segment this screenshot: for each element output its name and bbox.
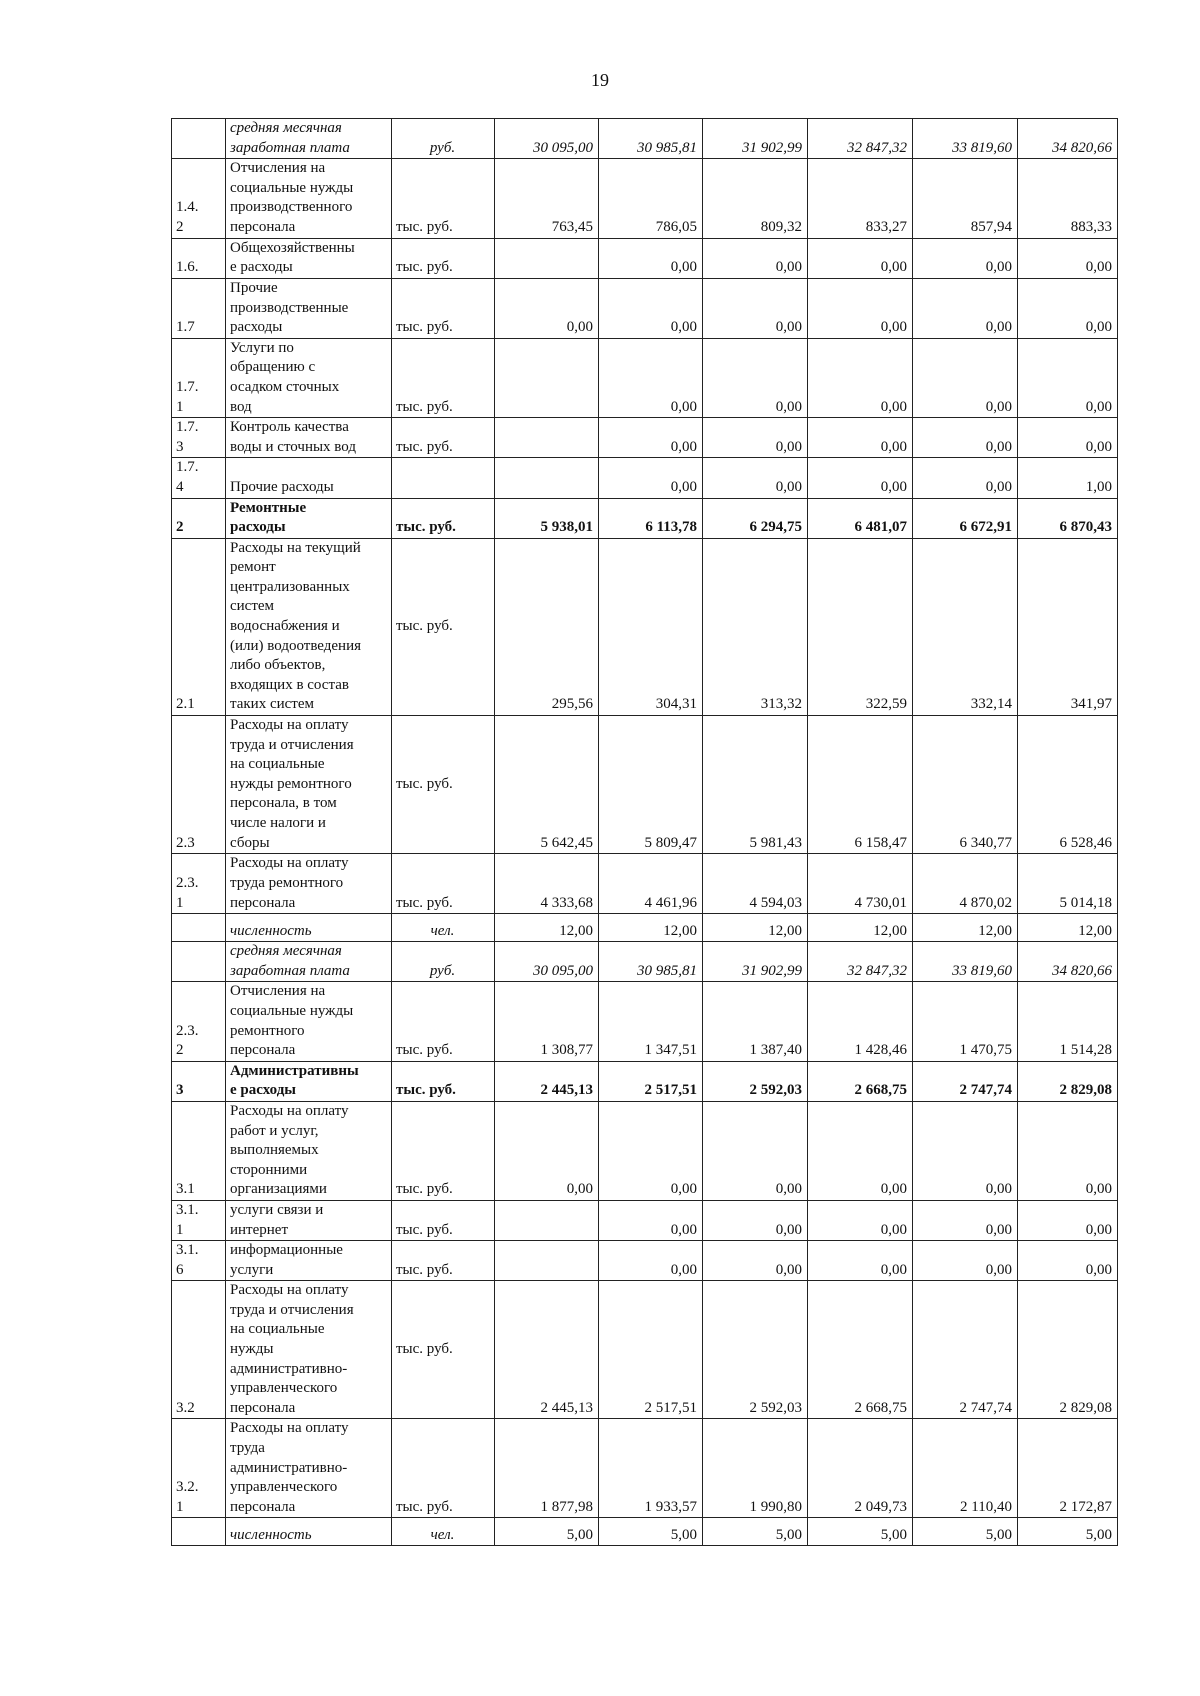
value-cell: 0,00 <box>703 458 808 498</box>
value-cell: 6 481,07 <box>808 498 913 538</box>
table-row <box>172 1241 1118 1281</box>
value-cell: 0,00 <box>913 338 1018 417</box>
expenses-table <box>171 118 1118 1546</box>
value-cell: 0,00 <box>913 418 1018 458</box>
value-cell: 2 829,08 <box>1018 1061 1118 1101</box>
value-cell: 0,00 <box>913 458 1018 498</box>
value-cell: 5 014,18 <box>1018 854 1118 914</box>
row-name: численность <box>226 1518 392 1546</box>
value-cell: 33 819,60 <box>913 119 1018 159</box>
value-cell: 0,00 <box>599 238 703 278</box>
row-unit: тыс. руб. <box>392 854 495 914</box>
value-cell <box>495 1200 599 1240</box>
value-cell: 833,27 <box>808 159 913 238</box>
row-number: 3 <box>172 1061 226 1101</box>
value-cell: 1 933,57 <box>599 1419 703 1518</box>
row-name: Прочие расходы <box>226 458 392 498</box>
value-cell: 5,00 <box>913 1518 1018 1546</box>
table-row <box>172 538 1118 715</box>
value-cell: 1 990,80 <box>703 1419 808 1518</box>
value-cell: 30 985,81 <box>599 119 703 159</box>
row-unit: тыс. руб. <box>392 278 495 338</box>
value-cell: 1 514,28 <box>1018 982 1118 1061</box>
value-cell: 0,00 <box>1018 338 1118 417</box>
value-cell: 1 308,77 <box>495 982 599 1061</box>
value-cell: 31 902,99 <box>703 119 808 159</box>
table-row <box>172 1419 1118 1518</box>
row-number: 2 <box>172 498 226 538</box>
value-cell: 0,00 <box>808 238 913 278</box>
value-cell: 2 445,13 <box>495 1061 599 1101</box>
value-cell: 6 340,77 <box>913 716 1018 854</box>
value-cell: 857,94 <box>913 159 1018 238</box>
table-row <box>172 1061 1118 1101</box>
row-unit: руб. <box>392 942 495 982</box>
value-cell: 4 461,96 <box>599 854 703 914</box>
row-number: 1.7. 3 <box>172 418 226 458</box>
value-cell: 1 428,46 <box>808 982 913 1061</box>
table-row <box>172 418 1118 458</box>
value-cell: 0,00 <box>808 1200 913 1240</box>
value-cell: 0,00 <box>913 278 1018 338</box>
table-row <box>172 238 1118 278</box>
value-cell: 0,00 <box>808 1101 913 1200</box>
row-number: 3.2. 1 <box>172 1419 226 1518</box>
value-cell: 2 517,51 <box>599 1281 703 1419</box>
value-cell: 5 981,43 <box>703 716 808 854</box>
value-cell: 0,00 <box>1018 278 1118 338</box>
table-row <box>172 1518 1118 1546</box>
value-cell: 2 829,08 <box>1018 1281 1118 1419</box>
value-cell: 0,00 <box>808 278 913 338</box>
value-cell: 6 113,78 <box>599 498 703 538</box>
row-name: Расходы на оплату труда и отчисления на социальные нужды административно- управленческого персонала <box>226 1281 392 1419</box>
value-cell: 1,00 <box>1018 458 1118 498</box>
row-name: Расходы на оплату работ и услуг, выполняемых сторонними организациями <box>226 1101 392 1200</box>
row-unit: тыс. руб. <box>392 1061 495 1101</box>
row-unit: руб. <box>392 119 495 159</box>
row-number: 1.6. <box>172 238 226 278</box>
row-number: 2.1 <box>172 538 226 715</box>
row-unit: тыс. руб. <box>392 338 495 417</box>
value-cell: 0,00 <box>703 1101 808 1200</box>
value-cell: 0,00 <box>703 238 808 278</box>
value-cell: 6 294,75 <box>703 498 808 538</box>
value-cell: 32 847,32 <box>808 119 913 159</box>
row-number: 3.2 <box>172 1281 226 1419</box>
table-row <box>172 982 1118 1061</box>
row-name: информационные услуги <box>226 1241 392 1281</box>
row-number <box>172 119 226 159</box>
value-cell: 2 668,75 <box>808 1061 913 1101</box>
value-cell: 0,00 <box>1018 418 1118 458</box>
row-name: Расходы на оплату труда и отчисления на социальные нужды ремонтного персонала, в том числе налоги и сборы <box>226 716 392 854</box>
value-cell: 0,00 <box>703 1200 808 1240</box>
row-name: Расходы на оплату труда ремонтного персонала <box>226 854 392 914</box>
value-cell: 5 642,45 <box>495 716 599 854</box>
value-cell: 883,33 <box>1018 159 1118 238</box>
table-row <box>172 942 1118 982</box>
row-unit: чел. <box>392 914 495 942</box>
row-name: Прочие производственные расходы <box>226 278 392 338</box>
value-cell: 341,97 <box>1018 538 1118 715</box>
value-cell <box>495 1241 599 1281</box>
value-cell: 0,00 <box>913 1241 1018 1281</box>
row-name: Расходы на оплату труда административно- управленческого персонала <box>226 1419 392 1518</box>
value-cell: 12,00 <box>1018 914 1118 942</box>
row-name: средняя месячная заработная плата <box>226 119 392 159</box>
row-unit: тыс. руб. <box>392 1200 495 1240</box>
value-cell: 0,00 <box>703 338 808 417</box>
value-cell: 322,59 <box>808 538 913 715</box>
value-cell: 786,05 <box>599 159 703 238</box>
value-cell: 295,56 <box>495 538 599 715</box>
row-name: Отчисления на социальные нужды ремонтного персонала <box>226 982 392 1061</box>
row-unit: тыс. руб. <box>392 1241 495 1281</box>
value-cell: 0,00 <box>599 338 703 417</box>
value-cell: 0,00 <box>599 458 703 498</box>
table-row <box>172 119 1118 159</box>
value-cell <box>495 338 599 417</box>
row-unit: тыс. руб. <box>392 538 495 715</box>
value-cell: 0,00 <box>808 1241 913 1281</box>
table-row <box>172 498 1118 538</box>
table-body <box>172 119 1118 1546</box>
value-cell: 1 347,51 <box>599 982 703 1061</box>
row-unit: тыс. руб. <box>392 159 495 238</box>
row-unit: тыс. руб. <box>392 1101 495 1200</box>
value-cell: 0,00 <box>808 458 913 498</box>
row-number: 1.7 <box>172 278 226 338</box>
value-cell: 2 747,74 <box>913 1281 1018 1419</box>
table-row <box>172 914 1118 942</box>
value-cell: 32 847,32 <box>808 942 913 982</box>
value-cell: 0,00 <box>495 278 599 338</box>
value-cell: 34 820,66 <box>1018 119 1118 159</box>
value-cell: 12,00 <box>495 914 599 942</box>
value-cell: 0,00 <box>913 238 1018 278</box>
value-cell <box>495 418 599 458</box>
table-row <box>172 159 1118 238</box>
value-cell: 0,00 <box>1018 1241 1118 1281</box>
row-unit: тыс. руб. <box>392 498 495 538</box>
value-cell: 2 592,03 <box>703 1281 808 1419</box>
row-number: 1.4. 2 <box>172 159 226 238</box>
row-name: средняя месячная заработная плата <box>226 942 392 982</box>
value-cell: 6 528,46 <box>1018 716 1118 854</box>
value-cell: 30 095,00 <box>495 942 599 982</box>
value-cell: 2 172,87 <box>1018 1419 1118 1518</box>
value-cell: 0,00 <box>808 418 913 458</box>
value-cell: 2 668,75 <box>808 1281 913 1419</box>
table-row <box>172 338 1118 417</box>
value-cell: 31 902,99 <box>703 942 808 982</box>
value-cell: 12,00 <box>808 914 913 942</box>
value-cell: 12,00 <box>703 914 808 942</box>
row-number: 3.1. 1 <box>172 1200 226 1240</box>
value-cell: 5,00 <box>599 1518 703 1546</box>
row-name: услуги связи и интернет <box>226 1200 392 1240</box>
row-name: Расходы на текущий ремонт централизованных систем водоснабжения и (или) водоотведения либо объектов, входящих в состав таких систем <box>226 538 392 715</box>
value-cell: 2 110,40 <box>913 1419 1018 1518</box>
page-number: 19 <box>591 70 609 90</box>
value-cell: 0,00 <box>703 418 808 458</box>
value-cell: 6 870,43 <box>1018 498 1118 538</box>
row-unit: тыс. руб. <box>392 1281 495 1419</box>
value-cell <box>495 458 599 498</box>
row-name: Общехозяйственны е расходы <box>226 238 392 278</box>
row-number: 1.7. 1 <box>172 338 226 417</box>
value-cell: 4 730,01 <box>808 854 913 914</box>
value-cell: 34 820,66 <box>1018 942 1118 982</box>
row-name: Контроль качества воды и сточных вод <box>226 418 392 458</box>
row-unit: тыс. руб. <box>392 238 495 278</box>
table-row <box>172 458 1118 498</box>
value-cell: 2 445,13 <box>495 1281 599 1419</box>
value-cell: 1 877,98 <box>495 1419 599 1518</box>
value-cell: 763,45 <box>495 159 599 238</box>
value-cell: 0,00 <box>913 1200 1018 1240</box>
value-cell: 5 938,01 <box>495 498 599 538</box>
value-cell: 4 594,03 <box>703 854 808 914</box>
value-cell: 0,00 <box>599 418 703 458</box>
table-row <box>172 1281 1118 1419</box>
value-cell: 12,00 <box>913 914 1018 942</box>
value-cell: 5 809,47 <box>599 716 703 854</box>
value-cell: 0,00 <box>495 1101 599 1200</box>
value-cell: 304,31 <box>599 538 703 715</box>
value-cell: 0,00 <box>1018 1101 1118 1200</box>
value-cell: 2 747,74 <box>913 1061 1018 1101</box>
value-cell: 5,00 <box>1018 1518 1118 1546</box>
row-number: 3.1. 6 <box>172 1241 226 1281</box>
row-number: 3.1 <box>172 1101 226 1200</box>
value-cell: 5,00 <box>808 1518 913 1546</box>
value-cell: 0,00 <box>599 1101 703 1200</box>
row-unit: тыс. руб. <box>392 982 495 1061</box>
value-cell: 4 333,68 <box>495 854 599 914</box>
value-cell: 1 470,75 <box>913 982 1018 1061</box>
value-cell: 2 592,03 <box>703 1061 808 1101</box>
value-cell: 0,00 <box>599 1241 703 1281</box>
row-number <box>172 914 226 942</box>
value-cell: 313,32 <box>703 538 808 715</box>
value-cell: 1 387,40 <box>703 982 808 1061</box>
value-cell: 33 819,60 <box>913 942 1018 982</box>
table-row <box>172 716 1118 854</box>
value-cell: 809,32 <box>703 159 808 238</box>
table-row <box>172 1101 1118 1200</box>
value-cell: 2 517,51 <box>599 1061 703 1101</box>
row-name: Ремонтные расходы <box>226 498 392 538</box>
row-name: Административны е расходы <box>226 1061 392 1101</box>
row-number <box>172 942 226 982</box>
value-cell: 332,14 <box>913 538 1018 715</box>
value-cell: 6 158,47 <box>808 716 913 854</box>
value-cell: 5,00 <box>703 1518 808 1546</box>
row-unit: чел. <box>392 1518 495 1546</box>
value-cell: 30 985,81 <box>599 942 703 982</box>
value-cell: 0,00 <box>1018 238 1118 278</box>
row-number: 2.3. 1 <box>172 854 226 914</box>
row-number <box>172 1518 226 1546</box>
row-name: численность <box>226 914 392 942</box>
value-cell: 2 049,73 <box>808 1419 913 1518</box>
value-cell: 0,00 <box>599 278 703 338</box>
value-cell: 0,00 <box>703 278 808 338</box>
value-cell: 0,00 <box>808 338 913 417</box>
row-unit <box>392 458 495 498</box>
row-number: 1.7. 4 <box>172 458 226 498</box>
value-cell: 6 672,91 <box>913 498 1018 538</box>
row-number: 2.3. 2 <box>172 982 226 1061</box>
row-number: 2.3 <box>172 716 226 854</box>
value-cell: 30 095,00 <box>495 119 599 159</box>
value-cell: 0,00 <box>599 1200 703 1240</box>
value-cell: 0,00 <box>1018 1200 1118 1240</box>
table-row <box>172 278 1118 338</box>
value-cell: 4 870,02 <box>913 854 1018 914</box>
table-row <box>172 1200 1118 1240</box>
table-row <box>172 854 1118 914</box>
value-cell: 0,00 <box>703 1241 808 1281</box>
row-name: Отчисления на социальные нужды производственного персонала <box>226 159 392 238</box>
value-cell: 0,00 <box>913 1101 1018 1200</box>
value-cell: 12,00 <box>599 914 703 942</box>
row-unit: тыс. руб. <box>392 716 495 854</box>
row-name: Услуги по обращению с осадком сточных вод <box>226 338 392 417</box>
row-unit: тыс. руб. <box>392 418 495 458</box>
row-unit: тыс. руб. <box>392 1419 495 1518</box>
value-cell: 5,00 <box>495 1518 599 1546</box>
value-cell <box>495 238 599 278</box>
